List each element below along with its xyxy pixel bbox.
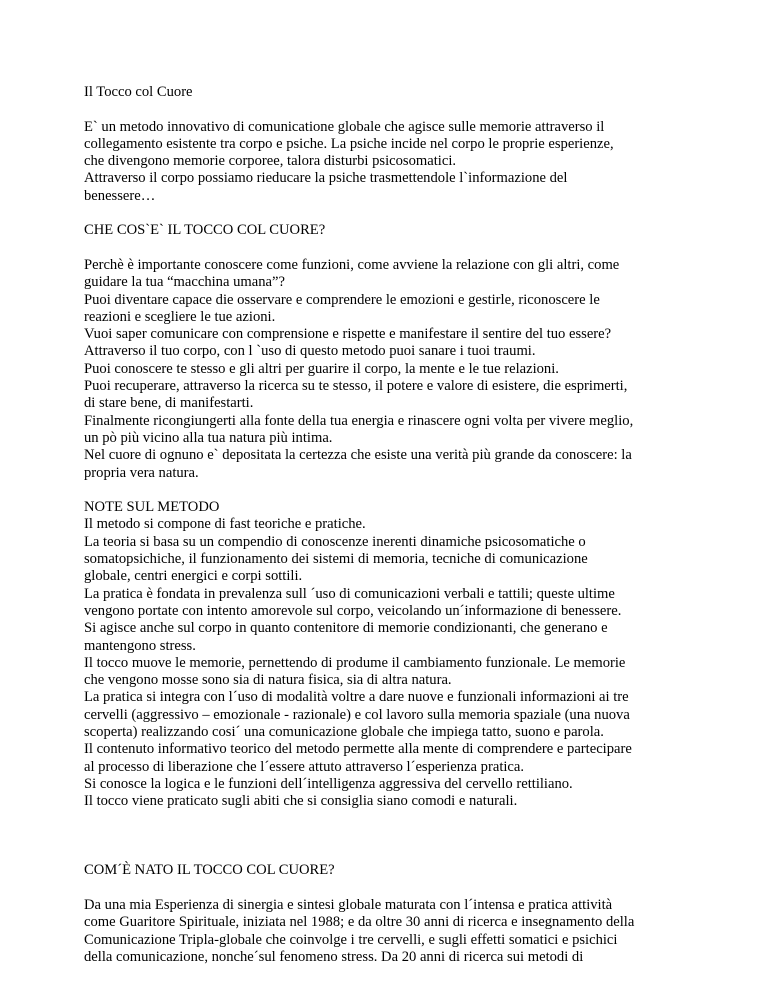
section1-line: Attraverso il tuo corpo, con l `uso di questo metodo puoi sanare i tuoi traumi.: [84, 343, 536, 360]
section2-line: Il tocco viene praticato sugli abiti che si consiglia siano comodi e naturali.: [84, 793, 518, 810]
intro-line: Attraverso il corpo possiamo rieducare la psiche trasmettendole l`informazione del: [84, 170, 568, 187]
section1-line: Perchè è importante conoscere come funzioni, come avviene la relazione con gli altri, come: [84, 256, 620, 273]
section1-line: Nel cuore di ognuno e` depositata la certezza che esiste una verità più grande da conoscere: la: [84, 447, 632, 464]
section1-paragraph: [84, 257, 704, 482]
section2-line: La teoria si basa su un compendio di conoscenze inerenti dinamiche psicosomatiche o: [84, 533, 586, 550]
intro-paragraph: [84, 119, 704, 205]
section1-line: guidare la tua “macchina umana”?: [84, 274, 285, 291]
document-title-block: [84, 84, 704, 101]
section3-paragraph: [84, 897, 704, 966]
section1-line: un pò più vicino alla tua natura più intima.: [84, 429, 333, 446]
document-page: [84, 84, 704, 983]
section2: [84, 499, 704, 810]
section2-line: globale, centri energici e corpi sottili.: [84, 568, 303, 585]
section2-line: al processo di liberazione che l´essere attuto attraverso l´esperienza pratica.: [84, 758, 525, 775]
section1-heading-block: [84, 222, 704, 239]
section2-heading: NOTE SUL METODO: [84, 499, 220, 516]
section3-line: come Guaritore Spirituale, iniziata nel 1988; e da oltre 30 anni di ricerca e insegnamento della: [84, 914, 635, 931]
section1-heading: CHE COS`E` IL TOCCO COL CUORE?: [84, 222, 326, 239]
section2-line: Il contenuto informativo teorico del metodo permette alla mente di comprendere e partecipare: [84, 741, 632, 758]
section2-line: somatopsichiche, il funzionamento dei sistemi di memoria, tecniche di comunicazione: [84, 551, 588, 568]
section2-line: Si conosce la logica e le funzioni dell´intelligenza aggressiva del cervello rettiliano.: [84, 775, 573, 792]
section2-line: Si agisce anche sul corpo in quanto contenitore di memorie condizionanti, che generano e: [84, 620, 608, 637]
blank-line: [84, 845, 704, 862]
document-title: Il Tocco col Cuore: [84, 84, 193, 100]
intro-line: benessere…: [84, 187, 156, 204]
intro-line: che divengono memorie corporee, talora disturbi psicosomatici.: [84, 153, 457, 170]
section1-line: Puoi conoscere te stesso e gli altri per guarire il corpo, la mente e le tue relazioni.: [84, 360, 559, 377]
section2-line: vengono portate con intento amorevole sul corpo, veicolando un´informazione di benessere.: [84, 602, 622, 619]
section1-line: di stare bene, di manifestarti.: [84, 395, 254, 412]
section3-heading: COM´È NATO IL TOCCO COL CUORE?: [84, 862, 335, 879]
section2-line: La pratica si integra con l´uso di modalità voltre a dare nuove e funzionali informazioni ai tre: [84, 689, 629, 706]
section3-line: Da una mia Esperienza di sinergia e sintesi globale maturata con l´intensa e pratica attività: [84, 896, 613, 913]
section3-heading-block: [84, 862, 704, 879]
section1-line: Vuoi saper comunicare con comprensione e rispette e manifestare il sentire del tuo essere?: [84, 326, 612, 343]
blank-line: [84, 828, 704, 845]
section3-line: della comunicazione, nonche´sul fenomeno stress. Da 20 anni di ricerca sui metodi di: [84, 948, 584, 965]
section2-line: scoperta) realizzando cosi´ una comunicazione globale che impiega tatto, suono e parola.: [84, 723, 604, 740]
section1-line: reazioni e scegliere le tue azioni.: [84, 308, 276, 325]
section2-line: cervelli (aggressivo – emozionale - razionale) e col lavoro sulla memoria spaziale (una nuova: [84, 706, 630, 723]
intro-line: E` un metodo innovativo di comunicatione globale che agisce sulle memorie attraverso il: [84, 118, 605, 135]
section2-line: Il tocco muove le memorie, pernettendo di produme il cambiamento funzionale. Le memorie: [84, 654, 626, 671]
section1-line: propria vera natura.: [84, 464, 199, 481]
section1-line: Puoi diventare capace die osservare e comprendere le emozioni e gestirle, riconoscere le: [84, 291, 600, 308]
section1-line: Puoi recuperare, attraverso la ricerca su te stesso, il potere e valore di esistere, die esprimerti,: [84, 378, 628, 395]
section2-line: Il metodo si compone di fast teoriche e pratiche.: [84, 516, 366, 533]
section2-line: La pratica è fondata in prevalenza sull ´uso di comunicazioni verbali e tattili; queste ultime: [84, 585, 615, 602]
section3-line: Comunicazione Tripla-globale che coinvolge i tre cervelli, e sugli effetti somatici e psichici: [84, 931, 618, 948]
section2-line: che vengono mosse sono sia di natura fisica, sia di altra natura.: [84, 672, 452, 689]
intro-line: collegamento esistente tra corpo e psiche. La psiche incide nel corpo le proprie esperienze,: [84, 135, 614, 152]
section1-line: Finalmente ricongiungerti alla fonte della tua energia e rinascere ogni volta per vivere meglio,: [84, 412, 634, 429]
section2-line: mantengono stress.: [84, 637, 196, 654]
